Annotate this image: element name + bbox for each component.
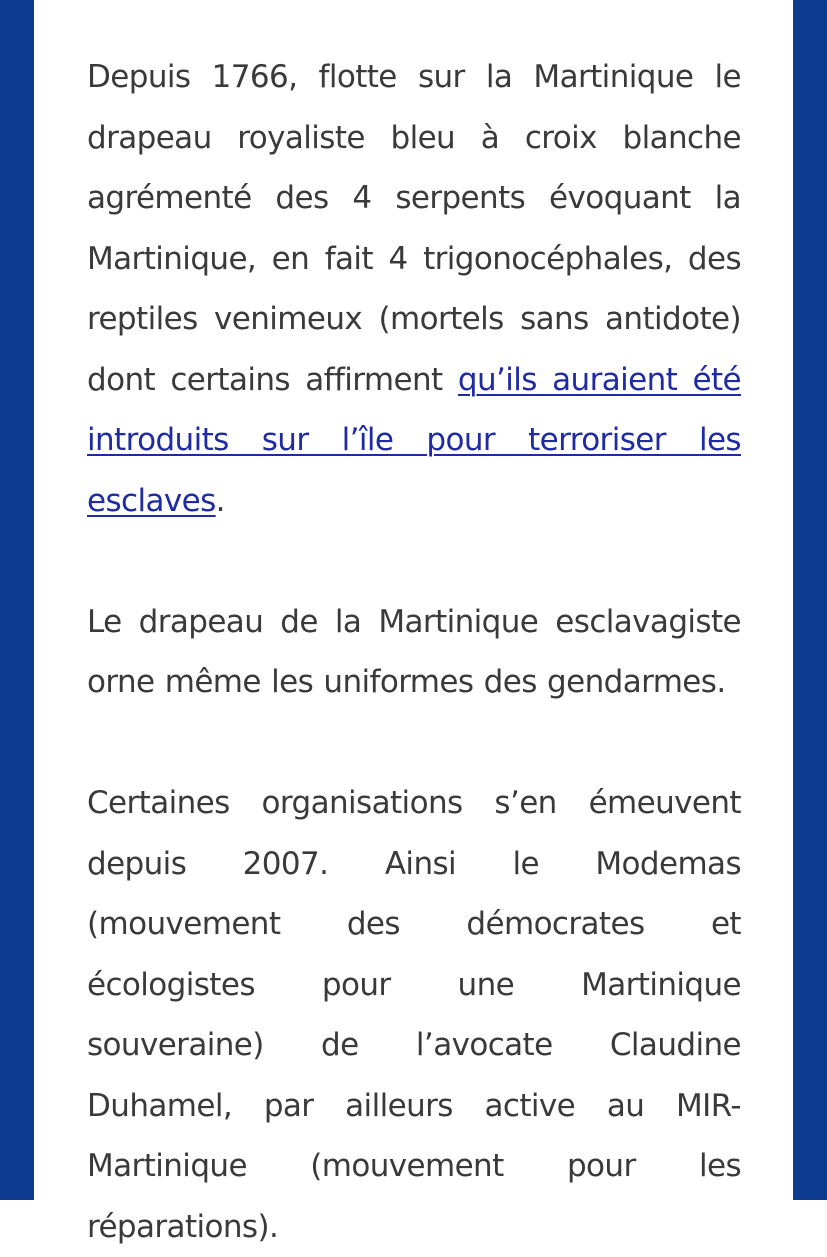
article-body [87, 47, 741, 1257]
paragraph-punctuation: . [215, 482, 225, 519]
paragraph-gendarmes: Le drapeau de la Martinique esclavagiste orne même les uniformes des gendarmes. [87, 603, 741, 700]
paragraph-text: Depuis 1766, flotte sur la Martinique le drapeau royaliste bleu à croix blanche agrémenté des 4 serpents évoquant la Martinique, en fait 4 trigonocéphales, des reptiles venimeux (mortels sans antidote) dont certains affirment [87, 59, 741, 398]
paragraph-flag-history [87, 47, 741, 531]
paragraph-organisations: Certaines organisations s’en émeuvent depuis 2007. Ainsi le Modemas (mouvement des démocrates et écologistes pour une Martinique souveraine) de l’avocate Claudine Duhamel, par ailleurs active au MIR-Martinique (mouvement pour les réparations). [87, 785, 741, 1245]
slavery-snakes-link[interactable]: qu’ils auraient été introduits sur l’île pour terroriser les esclaves [87, 361, 741, 519]
left-border-bar [0, 0, 34, 1200]
right-border-bar [793, 0, 827, 1200]
